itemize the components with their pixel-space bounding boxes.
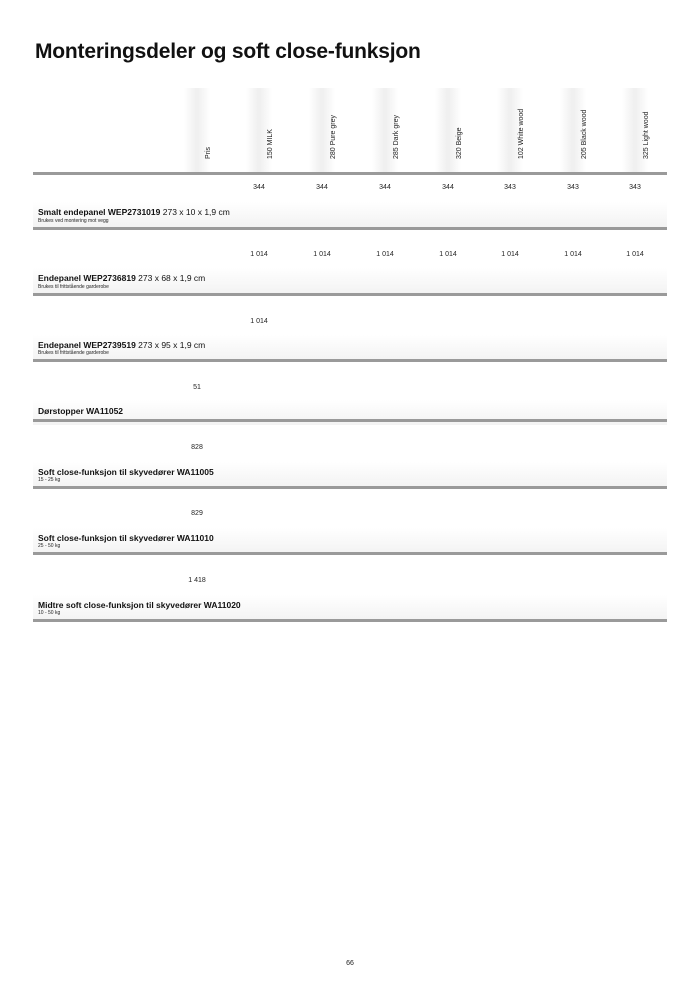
item-code: Soft close-funksjon til skyvedører WA11010 — [38, 533, 214, 543]
item-title — [38, 467, 214, 477]
item-subtitle: 25 - 50 kg — [38, 543, 61, 549]
item-divider — [33, 486, 667, 489]
item-dimensions: 273 x 68 x 1,9 cm — [135, 273, 206, 283]
item-divider — [33, 293, 667, 296]
price-cell: 1 014 — [313, 251, 331, 258]
item-code: Endepanel WEP2736819 — [38, 273, 136, 283]
item-code: Endepanel WEP2739519 — [38, 340, 136, 350]
item-subtitle: Brukes til frittstående garderobe — [38, 350, 109, 356]
price-cell: 1 014 — [439, 251, 457, 258]
item-title — [38, 207, 230, 217]
price-cell: 1 014 — [376, 251, 394, 258]
item-title — [38, 533, 214, 543]
price-cell: 1 014 — [250, 251, 268, 258]
column-header-205-text: 205 Black wood — [581, 109, 588, 159]
item-divider — [33, 359, 667, 362]
item-title — [38, 340, 205, 350]
column-header-325 — [630, 88, 656, 166]
item-code: Midtre soft close-funksjon til skyvedører WA11020 — [38, 600, 241, 610]
item-divider — [33, 419, 667, 422]
column-header-150 — [254, 88, 280, 166]
price-cell: 828 — [191, 444, 203, 451]
item-dimensions: 273 x 10 x 1,9 cm — [160, 207, 230, 217]
column-header-285-text: 285 Dark grey — [393, 115, 400, 159]
item-code: Soft close-funksjon til skyvedører WA11005 — [38, 467, 214, 477]
page-number: 66 — [346, 960, 354, 967]
price-cell: 344 — [316, 184, 328, 191]
column-header-205 — [568, 88, 594, 166]
item-code: Smalt endepanel WEP2731019 — [38, 207, 161, 217]
price-cell: 343 — [504, 184, 516, 191]
column-header-280-text: 280 Pure grey — [330, 115, 337, 159]
item-subtitle: Brukes ved montering mot vegg — [38, 218, 109, 224]
item-divider — [33, 552, 667, 555]
price-cell: 1 014 — [501, 251, 519, 258]
price-cell: 1 014 — [250, 318, 268, 325]
item-divider — [33, 227, 667, 230]
item-title — [38, 406, 123, 416]
header-divider — [33, 172, 667, 175]
price-cell: 343 — [629, 184, 641, 191]
price-cell: 1 014 — [564, 251, 582, 258]
column-header-320-text: 320 Beige — [456, 127, 463, 159]
item-divider — [33, 619, 667, 622]
item-title — [38, 600, 241, 610]
price-cell: 344 — [442, 184, 454, 191]
column-header-price-text: Pris — [205, 146, 212, 159]
price-cell: 343 — [567, 184, 579, 191]
price-cell: 1 014 — [626, 251, 644, 258]
column-header-285 — [380, 88, 406, 166]
column-header-320 — [443, 88, 469, 166]
column-header-price — [192, 88, 218, 166]
item-subtitle: Brukes til frittstående garderobe — [38, 284, 109, 290]
column-header-325-text: 325 Light wood — [643, 111, 650, 159]
price-cell: 344 — [253, 184, 265, 191]
column-header-280 — [317, 88, 343, 166]
column-header-150-text: 150 MILK — [267, 129, 274, 159]
page-title: Monteringsdeler og soft close-funksjon — [35, 40, 421, 63]
price-cell: 1 418 — [188, 577, 206, 584]
price-cell: 344 — [379, 184, 391, 191]
item-code: Dørstopper WA11052 — [38, 406, 124, 416]
item-dimensions: 273 x 95 x 1,9 cm — [135, 340, 206, 350]
item-subtitle: 10 - 50 kg — [38, 610, 61, 616]
column-header-102 — [505, 88, 531, 166]
item-title — [38, 273, 205, 283]
column-header-102-text: 102 White wood — [518, 108, 525, 159]
price-cell: 51 — [193, 384, 201, 391]
item-subtitle: 15 - 25 kg — [38, 477, 61, 483]
price-cell: 829 — [191, 510, 203, 517]
